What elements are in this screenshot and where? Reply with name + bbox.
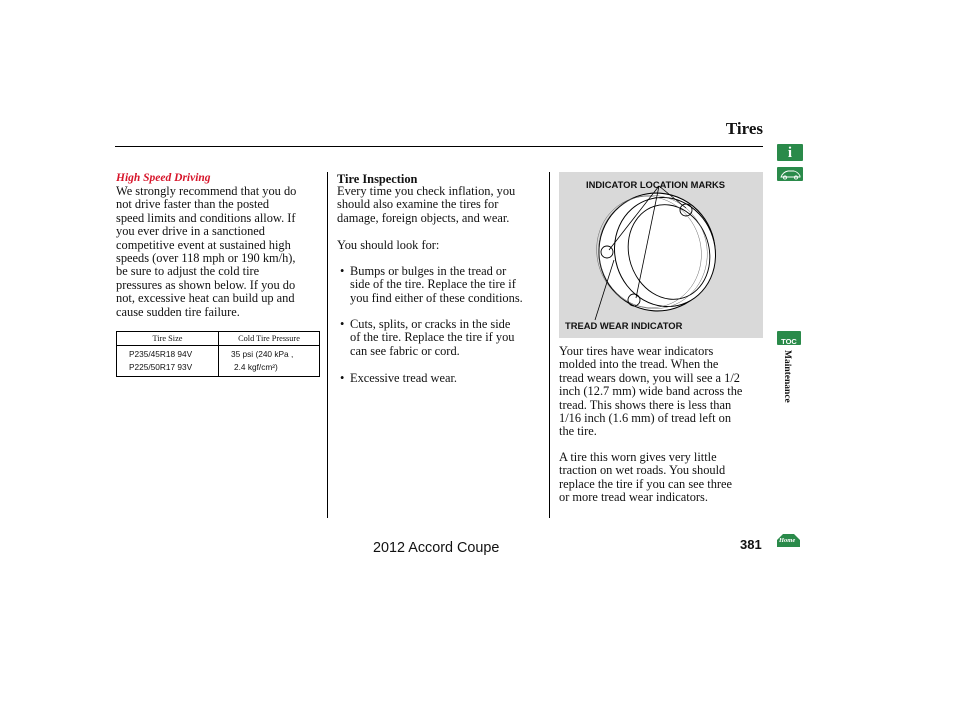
text-line: not drive faster than the posted xyxy=(116,197,270,212)
text-line: Every time you check inflation, you xyxy=(337,184,516,198)
table-header-pressure: Cold Tire Pressure xyxy=(219,332,320,346)
text-line: A tire this worn gives very little xyxy=(559,450,717,464)
text-line: competitive event at sustained high xyxy=(116,237,291,252)
toc-label: TOC xyxy=(781,337,797,346)
text-line: cause sudden tire failure. xyxy=(116,304,240,319)
home-label: Home xyxy=(779,537,796,544)
info-icon[interactable] xyxy=(777,144,803,161)
section-label: Maintenance xyxy=(782,350,792,403)
pressure-value: 35 psi (240 kPa , xyxy=(231,349,294,359)
bullet-icon: • xyxy=(340,264,345,278)
page-number: 381 xyxy=(740,537,762,552)
page-title: Tires xyxy=(725,119,763,138)
text-line: be sure to adjust the cold tire xyxy=(116,264,260,279)
tire-figure xyxy=(559,172,763,338)
high-speed-paragraph xyxy=(116,185,326,319)
bullet-icon: • xyxy=(340,317,345,331)
look-for-line: You should look for: xyxy=(337,238,440,252)
text-line: We strongly recommend that you do xyxy=(116,184,297,198)
text-line: Your tires have wear indicators xyxy=(559,344,714,358)
text-line: should also examine the tires for xyxy=(337,197,499,212)
text-line: tread wears down, you will see a 1/2 xyxy=(559,370,740,385)
table-cell-sizes xyxy=(117,346,219,377)
text-line: or more tread wear indicators. xyxy=(559,490,708,505)
bullet-icon: • xyxy=(340,371,345,385)
pressure-value: 2.4 kgf/cm²) xyxy=(234,362,278,372)
text-line: traction on wet roads. You should xyxy=(559,463,726,478)
text-line: tread. This shows there is less than xyxy=(559,397,732,412)
tire-illustration xyxy=(559,172,763,338)
info-icon-glyph: i xyxy=(787,145,793,161)
text-line: of the tire. Replace the tire if you xyxy=(350,330,515,345)
inspection-intro xyxy=(337,185,547,225)
home-button[interactable] xyxy=(775,532,802,548)
header-rule xyxy=(115,146,763,147)
text-line: Bumps or bulges in the tread or xyxy=(350,264,507,278)
tread-wear-indicator-label: TREAD WEAR INDICATOR xyxy=(565,320,683,331)
text-line: damage, foreign objects, and wear. xyxy=(337,210,510,225)
text-line: speed limits and conditions allow. If xyxy=(116,210,296,225)
tire-size-value: P235/45R18 94V xyxy=(129,349,193,359)
text-line: not, excessive heat can build up and xyxy=(116,291,295,306)
text-line: pressures as shown below. If you do xyxy=(116,277,296,292)
footer-model: 2012 Accord Coupe xyxy=(373,540,500,556)
text-line: you ever drive in a sanctioned xyxy=(116,224,265,239)
wear-indicator-paragraph xyxy=(559,345,764,439)
car-icon[interactable] xyxy=(777,167,803,181)
text-line: Excessive tread wear. xyxy=(350,371,457,385)
tire-pressure-table xyxy=(116,331,320,377)
text-line: 1/16 inch (1.6 mm) of tread left on xyxy=(559,411,732,426)
tire-size-value: P225/50R17 93V xyxy=(129,362,193,372)
high-speed-heading: High Speed Driving xyxy=(116,172,211,184)
indicator-location-label: INDICATOR LOCATION MARKS xyxy=(586,179,726,190)
section-tab xyxy=(776,340,798,420)
text-line: replace the tire if you can see three xyxy=(559,476,733,491)
car-glyph-icon xyxy=(777,167,803,181)
table-cell-pressure xyxy=(219,346,320,377)
table-header-tire-size: Tire Size xyxy=(117,332,219,346)
text-line: speeds (over 118 mph or 190 km/h), xyxy=(116,251,296,266)
text-line: inch (12.7 mm) wide band across the xyxy=(559,384,743,399)
worn-tire-paragraph xyxy=(559,451,764,505)
text-line: you find either of these conditions. xyxy=(350,290,523,305)
text-line: Cuts, splits, or cracks in the side xyxy=(350,317,511,331)
text-line: can see fabric or cord. xyxy=(350,343,460,358)
column-divider-left xyxy=(327,172,328,518)
text-line: side of the tire. Replace the tire if xyxy=(350,277,516,292)
text-line: molded into the tread. When the xyxy=(559,357,719,372)
tire-inspection-heading: Tire Inspection xyxy=(337,172,418,186)
text-line: the tire. xyxy=(559,424,597,439)
